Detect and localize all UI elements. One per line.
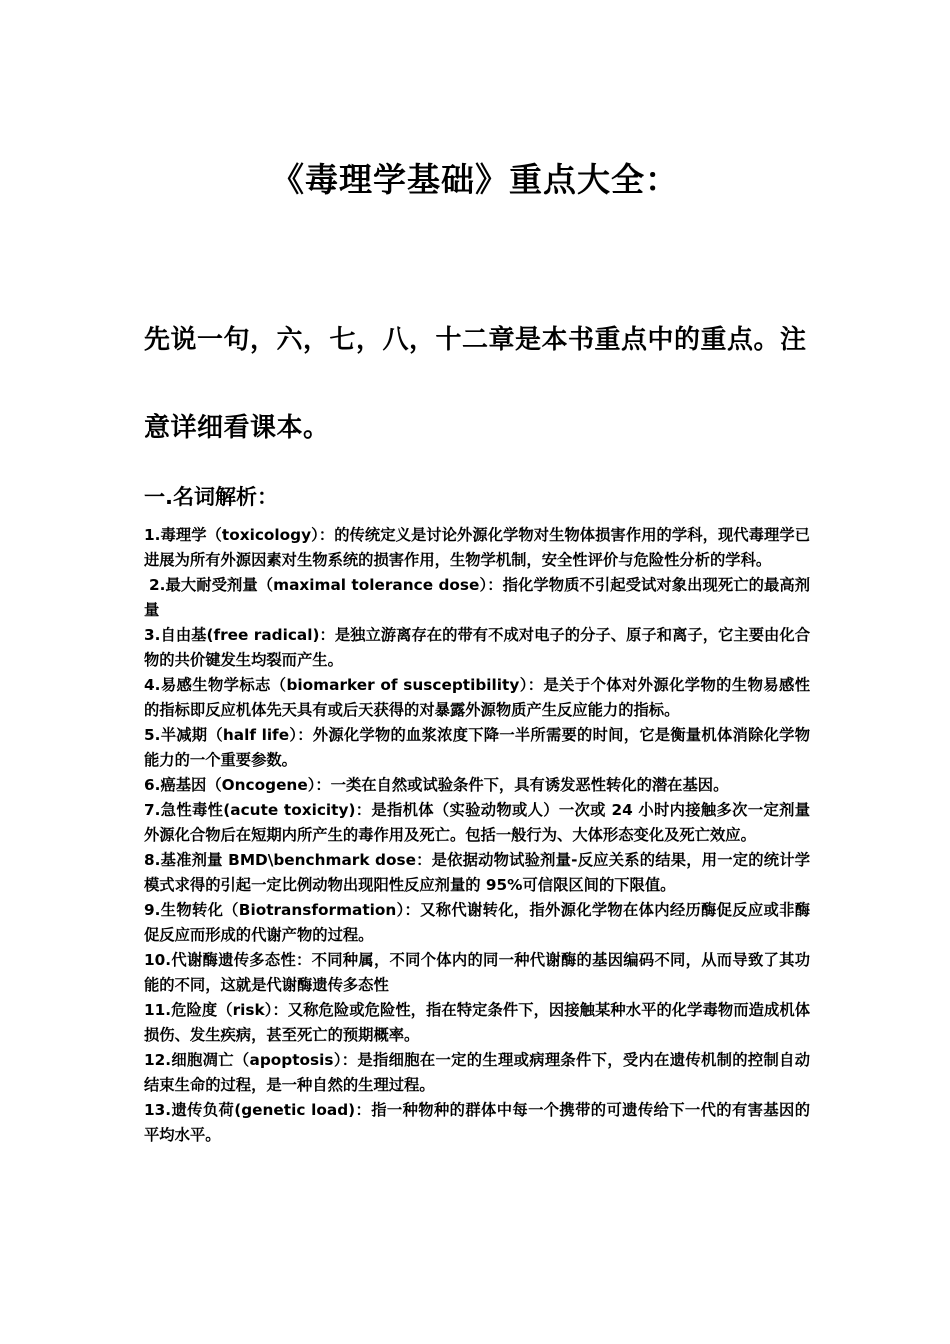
term-item: 5.半减期（half life）：外源化学物的血浆浓度下降一半所需要的时间，它是衡量机体消除化学物能力的一个重要参数。	[144, 726, 810, 769]
term-item: 6.癌基因（Oncogene）：一类在自然或试验条件下，具有诱发恶性转化的潜在基因。	[144, 776, 729, 794]
term-item: 7.急性毒性(acute toxicity)：是指机体（实验动物或人）一次或 24 小时内接触多次一定剂量外源化合物后在短期内所产生的毒作用及死亡。包括一般行为、大体形态变化及死亡效应。	[144, 801, 810, 844]
term-list	[144, 523, 810, 1148]
term-item: 4.易感生物学标志（biomarker of susceptibility）：是关于个体对外源化学物的生物易感性的指标即反应机体先天具有或后天获得的对暴露外源物质产生反应能力的指标。	[144, 676, 810, 719]
term-item: 3.自由基(free radical)：是独立游离存在的带有不成对电子的分子、原子和离子，它主要由化合物的共价键发生均裂而产生。	[144, 626, 810, 669]
term-item: 11.危险度（risk）：又称危险或危险性，指在特定条件下，因接触某种水平的化学毒物而造成机体损伤、发生疾病，甚至死亡的预期概率。	[144, 1001, 810, 1044]
intro-paragraph: 先说一句，六，七，八，十二章是本书重点中的重点。注意详细看课本。	[144, 325, 807, 443]
term-item: 12.细胞凋亡（apoptosis）：是指细胞在一定的生理或病理条件下，受内在遗传机制的控制自动结束生命的过程，是一种自然的生理过程。	[144, 1051, 810, 1094]
term-item: 1.毒理学（toxicology）：的传统定义是讨论外源化学物对生物体损害作用的学科，现代毒理学已进展为所有外源因素对生物系统的损害作用，生物学机制，安全性评价与危险性分析的学科。	[144, 526, 810, 569]
term-item: 13.遗传负荷(genetic load)：指一种物种的群体中每一个携带的可遗传给下一代的有害基因的平均水平。	[144, 1101, 810, 1144]
section-heading: 一.名词解析：	[144, 485, 278, 509]
term-item: 9.生物转化（Biotransformation）：又称代谢转化，指外源化学物在体内经历酶促反应或非酶促反应而形成的代谢产物的过程。	[144, 901, 810, 944]
page-title: 《毒理学基础》重点大全：	[271, 160, 679, 199]
term-item: 10.代谢酶遗传多态性：不同种属，不同个体内的同一种代谢酶的基因编码不同，从而导致了其功能的不同，这就是代谢酶遗传多态性	[144, 951, 810, 994]
term-item: 8.基准剂量 BMD\benchmark dose：是依据动物试验剂量-反应关系的结果，用一定的统计学模式求得的引起一定比例动物出现阳性反应剂量的 95%可信限区间的下限值。	[144, 851, 810, 894]
term-item: 2.最大耐受剂量（maximal tolerance dose）：指化学物质不引起受试对象出现死亡的最高剂量	[144, 576, 810, 619]
